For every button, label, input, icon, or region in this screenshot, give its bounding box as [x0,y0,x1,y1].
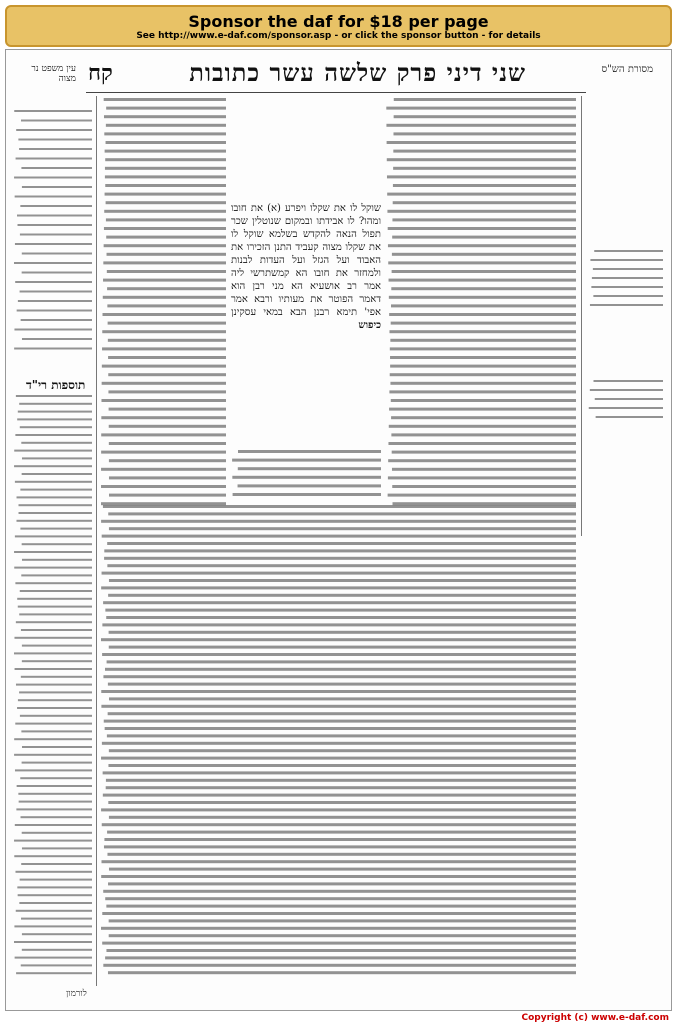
text-line [232,459,381,462]
text-line [103,794,576,797]
text-line [20,715,92,717]
text-line [392,218,576,221]
text-line [14,177,92,179]
text-line [386,107,576,110]
text-line [14,637,92,639]
text-line [17,418,92,420]
text-line [19,512,92,514]
text-line [22,473,92,475]
text-line [101,399,226,402]
text-line [15,824,92,826]
text-line [109,919,576,922]
text-line [21,730,92,732]
text-line [20,528,92,530]
text-line [14,754,92,756]
text-line [593,380,663,382]
text-line [106,616,576,619]
text-line [387,210,576,213]
text-line [101,808,576,811]
sponsor-banner[interactable] [5,5,672,47]
text-line [22,832,92,834]
talmud-page [5,49,672,1011]
text-line [108,764,576,767]
text-line [18,224,92,226]
text-line [19,613,92,615]
text-line [104,244,226,247]
text-line [18,793,92,795]
text-line [108,594,576,597]
text-line [392,451,576,454]
text-line [590,259,663,261]
text-line [104,845,576,848]
text-line [20,590,92,592]
text-line [389,408,576,411]
text-line [103,505,576,508]
text-line [15,957,92,959]
text-line [109,425,226,428]
text-line [393,150,576,153]
text-line [107,734,576,737]
text-line [15,723,92,725]
text-line [390,373,576,376]
text-line [106,218,226,221]
text-line [14,465,92,467]
text-line [106,141,226,144]
text-line [22,762,92,764]
text-line [388,227,576,230]
text-line [109,476,226,479]
text-line [105,158,226,161]
text-line [102,365,226,368]
text-line [387,141,576,144]
text-line [592,277,663,279]
text-line [388,494,576,497]
text-line [18,699,92,701]
text-line [388,244,576,247]
text-line [20,777,92,779]
text-line [392,485,576,488]
text-line [393,132,576,135]
text-line [104,838,576,841]
text-line [101,416,226,419]
text-line [102,912,576,915]
text-line [21,120,92,122]
text-line [22,559,92,561]
text-line [104,720,576,723]
gemara-body: שוקל לו את שקלו ויפרע (א) את חובו ומהו? לו אבידתו ובמקום שנוטלין שכר תפול הנאה להקדש בשלמא שוקל לו את שקלו מצוה קעביד התנן הזכירו את האבוד ועל הגזל ועל העדות לבנות ולמחזר את חובו הא קמשתרשי ליה אמר רב אושעיא הא מני רבן הוא דאמר הפוטר את מעותיו ורבא אמר אפי' תימא רבנן הבא במאי עסקינן [231,203,381,318]
text-line [14,110,92,112]
text-line [102,347,226,350]
text-line [14,840,92,842]
text-line [105,668,576,671]
text-line [21,964,92,966]
text-line [14,329,92,331]
text-line [22,338,92,340]
gemara-end-word: כיפוש [358,320,381,331]
text-line [106,236,226,239]
text-line [104,557,576,560]
text-line [15,196,92,198]
text-line [390,365,576,368]
text-line [20,205,92,207]
text-line [390,347,576,350]
text-line [238,450,381,453]
text-line [392,468,576,471]
text-line [18,300,92,302]
text-line [22,253,92,255]
text-line [391,399,576,402]
text-line [391,433,576,436]
text-line [394,98,576,101]
text-line [16,395,92,397]
text-line [109,697,576,700]
text-line [104,210,226,213]
text-line [108,712,576,715]
text-line [101,860,576,863]
text-line [107,270,226,273]
text-line [107,253,226,256]
text-line [101,502,226,505]
text-line [17,310,92,312]
text-line [15,582,92,584]
text-line [101,638,576,641]
text-line [22,949,92,951]
text-line [109,749,576,752]
text-line [387,193,576,196]
page-header: שני דיני פרק שלשה עשר כתובות [189,58,526,87]
text-lines [6,50,672,1011]
text-line [103,296,226,299]
text-line [22,543,92,545]
text-line [22,746,92,748]
text-line [104,115,226,118]
text-line [14,450,92,452]
text-line [102,623,576,626]
text-line [108,512,576,515]
text-line [109,646,576,649]
text-line [108,390,226,393]
text-line [106,779,576,782]
text-line [22,457,92,459]
text-line [101,927,576,930]
text-line [16,129,92,131]
text-line [107,304,226,307]
text-line [104,549,576,552]
text-line [101,468,226,471]
text-line [103,261,226,264]
text-line [15,243,92,245]
text-line [106,124,226,127]
text-line [21,629,92,631]
text-line [14,738,92,740]
text-line [22,847,92,849]
text-line [109,459,226,462]
text-line [391,287,576,290]
text-line [109,494,226,497]
text-line [15,769,92,771]
text-line [16,520,92,522]
text-line [107,564,576,567]
text-line [103,964,576,967]
text-line [101,690,576,693]
daf-number: קח [88,60,113,86]
text-line [108,339,226,342]
text-line [22,660,92,662]
text-line [238,484,381,487]
text-line [17,215,92,217]
text-line [106,201,226,204]
text-line [20,816,92,818]
text-line [19,148,92,150]
text-line [105,956,576,959]
text-line [590,304,663,306]
text-line [21,863,92,865]
text-line [105,609,576,612]
text-line [18,139,92,141]
text-line [109,934,576,937]
text-line [101,586,576,589]
text-line [389,296,576,299]
text-line [389,425,576,428]
text-line [387,175,576,178]
text-line [387,158,576,161]
text-line [19,403,92,405]
text-line [109,816,576,819]
text-line [109,408,226,411]
text-line [106,949,576,952]
text-line [102,942,576,945]
text-line [101,433,226,436]
text-line [109,527,576,530]
text-line [105,167,226,170]
text-line [16,684,92,686]
text-line [14,855,92,857]
text-line [106,107,226,110]
text-line [15,281,92,283]
text-line [15,434,92,436]
text-line [393,201,576,204]
text-line [103,313,226,316]
text-line [15,535,92,537]
text-line [19,801,92,803]
tosafot-rid-label: תוספות רי"ד [26,378,86,392]
text-line [589,407,663,409]
masoret-hashas-label: מסורת הש"ס [601,64,653,75]
text-line [20,234,92,236]
text-line [392,236,576,239]
text-line [17,707,92,709]
text-line [109,631,576,634]
text-line [14,941,92,943]
text-line [389,313,576,316]
text-line [15,668,92,670]
text-line [388,442,576,445]
text-line [105,727,576,730]
text-line [22,272,92,274]
text-line [238,467,381,470]
text-line [233,493,381,496]
text-line [105,175,226,178]
text-line [16,158,92,160]
text-line [16,621,92,623]
text-line [102,823,576,826]
text-line [393,502,576,505]
text-line [394,115,576,118]
text-line [21,574,92,576]
copyright-link[interactable]: Copyright (c) www.e-daf.com [521,1013,669,1023]
text-line [105,897,576,900]
text-line [103,601,576,604]
text-line [107,660,576,663]
text-line [105,193,226,196]
text-line [22,186,92,188]
text-line [109,868,576,871]
text-line [104,227,226,230]
text-line [109,442,226,445]
text-line [15,871,92,873]
text-line [393,184,576,187]
text-line [390,382,576,385]
text-line [101,757,576,760]
text-line [17,886,92,888]
text-line [17,496,92,498]
text-line [591,286,663,288]
sponsor-subtitle[interactable]: See http://www.e-daf.com/sponsor.asp - or click the sponsor button - for details [136,31,541,41]
text-line [108,971,576,974]
text-line [22,933,92,935]
text-line [21,918,92,920]
text-line [108,683,576,686]
text-line [107,287,226,290]
text-line [389,390,576,393]
text-line [14,652,92,654]
text-line [16,808,92,810]
text-line [101,485,226,488]
text-line [14,551,92,553]
text-line [104,98,226,101]
text-line [21,676,92,678]
text-line [20,489,92,491]
text-line [108,801,576,804]
text-line [102,653,576,656]
text-line [102,535,576,538]
text-line [19,691,92,693]
text-line [107,542,576,545]
text-line [16,910,92,912]
text-line [20,879,92,881]
text-line [102,742,576,745]
text-line [101,520,576,523]
text-line [22,645,92,647]
text-line [19,902,92,904]
text-line [103,279,226,282]
text-line [17,598,92,600]
text-line [21,167,92,169]
text-line [392,253,576,256]
text-line [102,382,226,385]
text-line [101,875,576,878]
text-line [593,268,663,270]
text-line [390,356,576,359]
text-line [18,894,92,896]
text-line [105,150,226,153]
text-line [14,567,92,569]
text-line [108,356,226,359]
text-line [102,330,226,333]
text-line [390,339,576,342]
text-line [106,905,576,908]
text-line [107,853,576,856]
text-line [391,416,576,419]
text-line [103,890,576,893]
text-line [101,451,226,454]
text-line [18,504,92,506]
text-line [18,606,92,608]
text-line [17,785,92,787]
text-line [391,304,576,307]
text-line [388,476,576,479]
text-line [18,411,92,413]
text-line [388,459,576,462]
text-line [20,291,92,293]
text-line [391,322,576,325]
text-line [596,416,663,418]
text-line [389,330,576,333]
text-line [106,786,576,789]
bottom-catchword: לורמון [66,989,87,999]
text-line [101,705,576,708]
text-line [388,261,576,264]
text-line [14,925,92,927]
ein-mishpat-label: עין משפט נר מצוה [31,64,76,84]
text-line [392,270,576,273]
text-line [103,675,576,678]
text-line [232,476,381,479]
text-line [103,771,576,774]
text-line [14,262,92,264]
text-line [109,579,576,582]
text-line [15,481,92,483]
text-line [386,124,576,127]
text-line [21,319,92,321]
text-line [389,279,576,282]
text-line [105,184,226,187]
text-line [593,295,663,297]
sponsor-title[interactable]: Sponsor the daf for $18 per page [188,12,489,31]
text-line [108,882,576,885]
text-line [21,442,92,444]
text-line [595,398,663,400]
text-line [590,389,663,391]
text-line [108,373,226,376]
text-line [14,348,92,350]
text-line [20,426,92,428]
text-line [16,972,92,974]
text-line [108,322,226,325]
text-line [107,831,576,834]
text-line [393,167,576,170]
text-line [594,250,663,252]
text-line [102,572,576,575]
text-line [104,132,226,135]
